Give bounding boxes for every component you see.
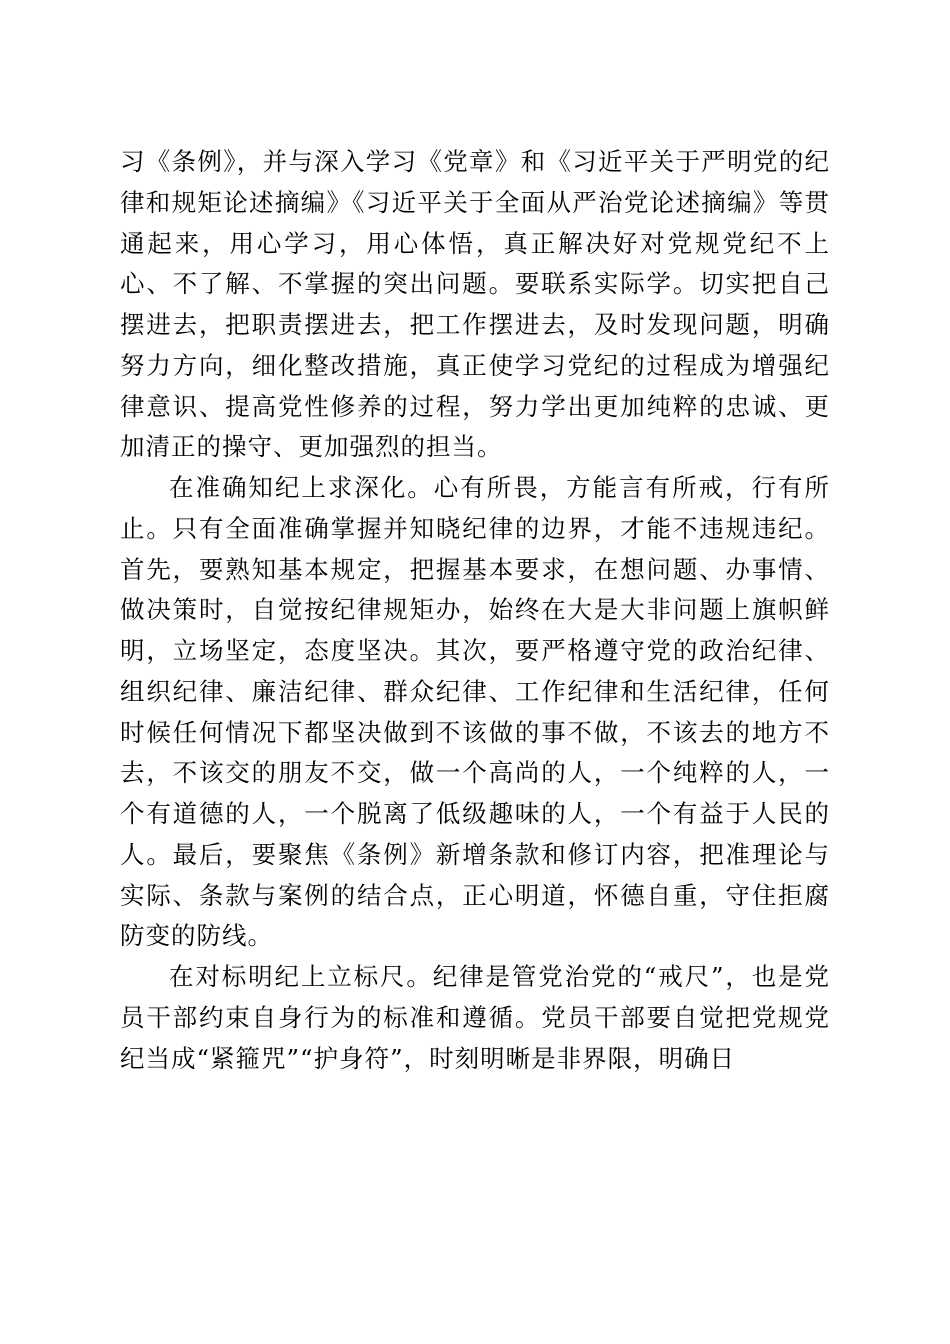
paragraph-benchmark-discipline: 在对标明纪上立标尺。纪律是管党治党的“戒尺”，也是党员干部约束自身行为的标准和遵循。党员干部要自觉把党规党纪当成“紧箍咒”“护身符”，时刻明晰是非界限，明确日 [120, 962, 830, 1073]
paragraph-study-regulations: 习《条例》，并与深入学习《党章》和《习近平关于严明党的纪律和规矩论述摘编》《习近平关于全面从严治党论述摘编》等贯通起来，用心学习，用心体悟，真正解决好对党规党纪不上心、不了解、不掌握的突出问题。要联系实际学。切实把自己摆进去，把职责摆进去，把工作摆进去，及时发现问题，明确努力方向，细化整改措施，真正使学习党纪的过程成为增强纪律意识、提高党性修养的过程，努力学出更加纯粹的忠诚、更加清正的操守、更加强烈的担当。 [120, 147, 830, 462]
paragraph-know-discipline: 在准确知纪上求深化。心有所畏，方能言有所戒，行有所止。只有全面准确掌握并知晓纪律的边界，才能不违规违纪。首先，要熟知基本规定，把握基本要求，在想问题、办事情、做决策时，自觉按纪律规矩办，始终在大是大非问题上旗帜鲜明，立场坚定，态度坚决。其次，要严格遵守党的政治纪律、组织纪律、廉洁纪律、群众纪律、工作纪律和生活纪律，任何时候任何情况下都坚决做到不该做的事不做，不该去的地方不去，不该交的朋友不交，做一个高尚的人，一个纯粹的人，一个有道德的人，一个脱离了低级趣味的人，一个有益于人民的人。最后，要聚焦《条例》新增条款和修订内容，把准理论与实际、条款与案例的结合点，正心明道，怀德自重，守住拒腐防变的防线。 [120, 473, 830, 951]
document-body [120, 142, 830, 1079]
